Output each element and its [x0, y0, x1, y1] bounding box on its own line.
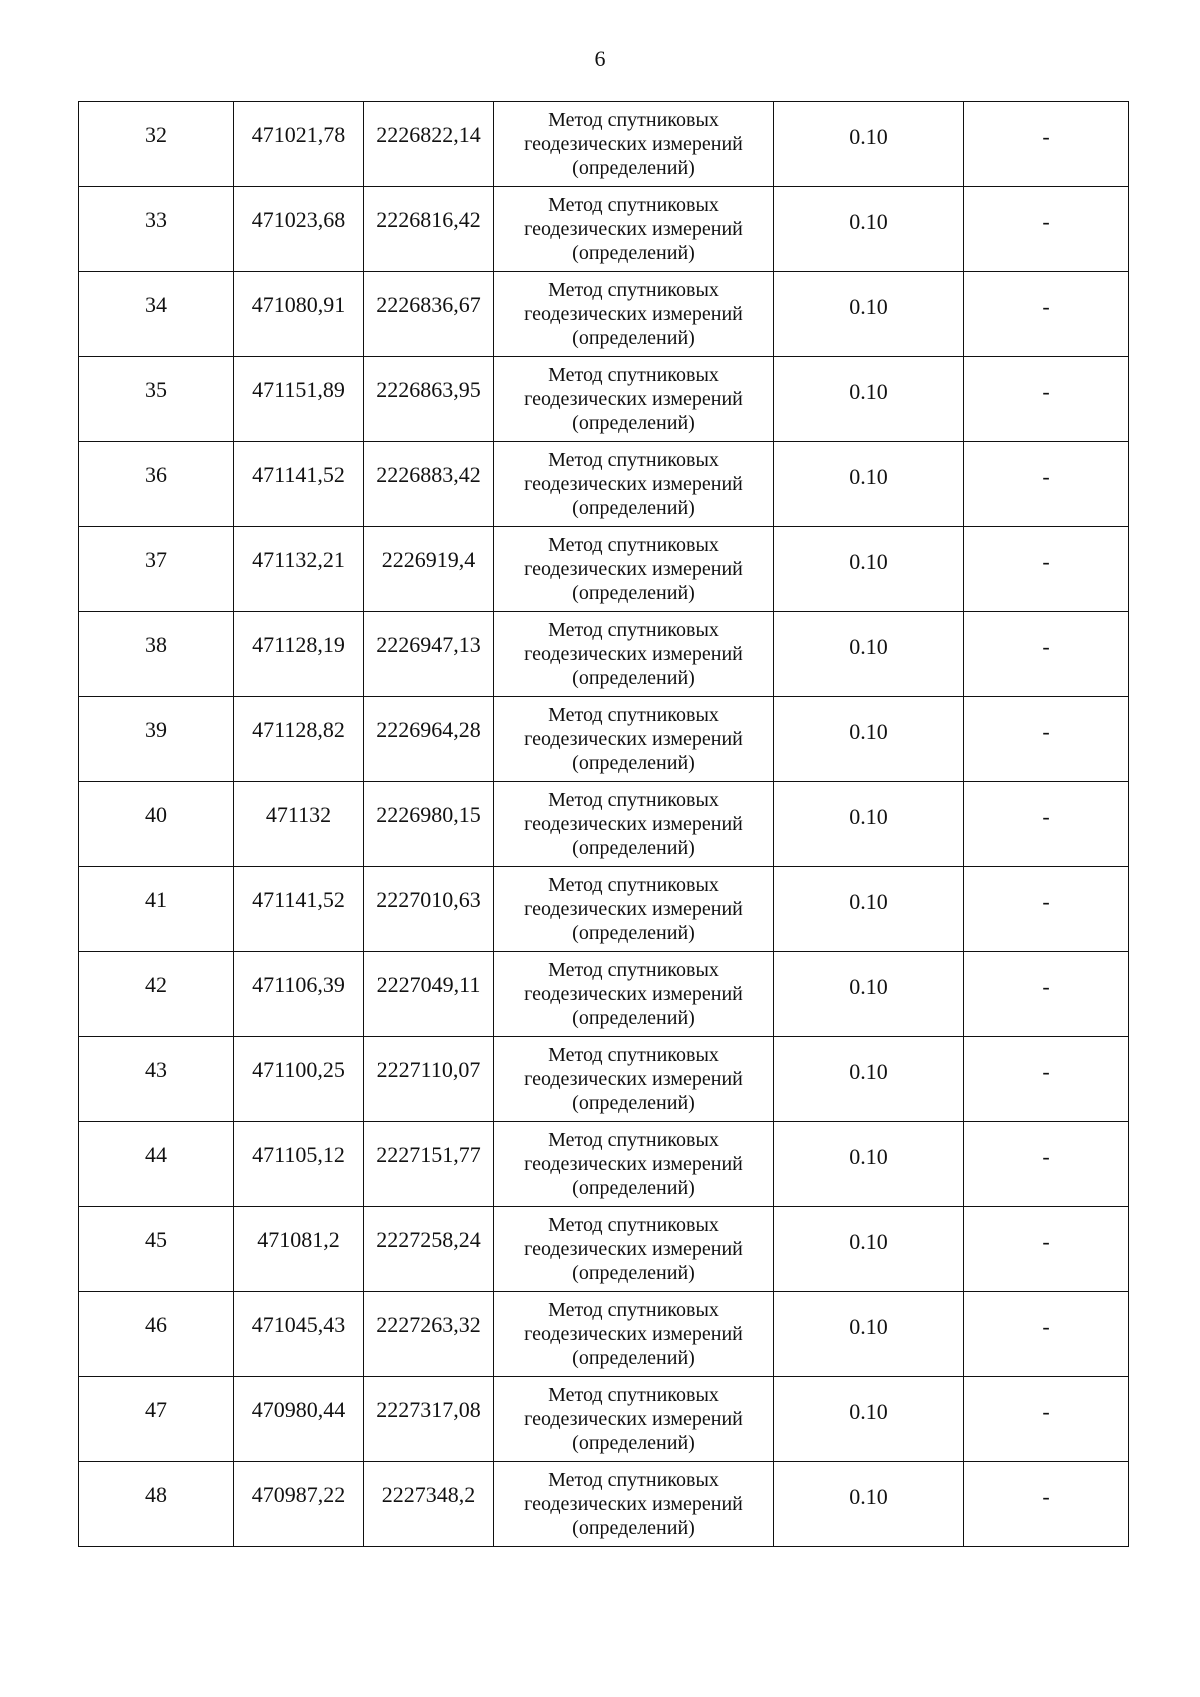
x-coordinate-cell: 471151,89 [234, 357, 364, 442]
accuracy-cell: 0.10 [774, 1207, 964, 1292]
method-cell [494, 697, 774, 782]
x-coordinate-cell: 471128,82 [234, 697, 364, 782]
y-coordinate-cell: 2227317,08 [364, 1377, 494, 1462]
point-number-cell: 38 [79, 612, 234, 697]
table-row [79, 272, 1129, 357]
x-coordinate-cell: 471045,43 [234, 1292, 364, 1377]
note-cell: - [964, 187, 1129, 272]
y-coordinate-cell: 2226863,95 [364, 357, 494, 442]
point-number-cell: 33 [79, 187, 234, 272]
x-coordinate-cell: 471023,68 [234, 187, 364, 272]
method-line-2: геодезических измерений [524, 1323, 743, 1345]
method-line-1: Метод спутниковых [548, 1469, 719, 1491]
y-coordinate-cell: 2226947,13 [364, 612, 494, 697]
note-cell: - [964, 1377, 1129, 1462]
y-coordinate-cell: 2227348,2 [364, 1462, 494, 1547]
table-row [79, 1462, 1129, 1547]
method-line-2: геодезических измерений [524, 983, 743, 1005]
method-line-1: Метод спутниковых [548, 959, 719, 981]
point-number-cell: 39 [79, 697, 234, 782]
x-coordinate-cell: 471128,19 [234, 612, 364, 697]
method-line-1: Метод спутниковых [548, 1384, 719, 1406]
method-cell [494, 782, 774, 867]
table-row [79, 867, 1129, 952]
accuracy-cell: 0.10 [774, 102, 964, 187]
method-line-1: Метод спутниковых [548, 534, 719, 556]
method-line-2: геодезических измерений [524, 133, 743, 155]
accuracy-cell: 0.10 [774, 1292, 964, 1377]
table-row [79, 697, 1129, 782]
note-cell: - [964, 1207, 1129, 1292]
method-cell [494, 867, 774, 952]
method-line-3: (определений) [572, 1517, 695, 1539]
accuracy-cell: 0.10 [774, 1377, 964, 1462]
table-row [79, 1037, 1129, 1122]
accuracy-cell: 0.10 [774, 1462, 964, 1547]
point-number-cell: 34 [79, 272, 234, 357]
method-line-3: (определений) [572, 242, 695, 264]
method-line-3: (определений) [572, 497, 695, 519]
y-coordinate-cell: 2226822,14 [364, 102, 494, 187]
accuracy-cell: 0.10 [774, 357, 964, 442]
method-line-2: геодезических измерений [524, 728, 743, 750]
method-line-3: (определений) [572, 1347, 695, 1369]
y-coordinate-cell: 2226816,42 [364, 187, 494, 272]
method-cell [494, 442, 774, 527]
x-coordinate-cell: 471141,52 [234, 442, 364, 527]
table-row [79, 442, 1129, 527]
method-line-1: Метод спутниковых [548, 109, 719, 131]
method-cell [494, 1122, 774, 1207]
accuracy-cell: 0.10 [774, 272, 964, 357]
y-coordinate-cell: 2227049,11 [364, 952, 494, 1037]
y-coordinate-cell: 2226919,4 [364, 527, 494, 612]
point-number-cell: 41 [79, 867, 234, 952]
method-line-3: (определений) [572, 1177, 695, 1199]
method-cell [494, 527, 774, 612]
method-line-2: геодезических измерений [524, 473, 743, 495]
table-row [79, 527, 1129, 612]
method-cell [494, 102, 774, 187]
method-line-2: геодезических измерений [524, 643, 743, 665]
method-cell [494, 1377, 774, 1462]
note-cell: - [964, 952, 1129, 1037]
note-cell: - [964, 1122, 1129, 1207]
point-number-cell: 45 [79, 1207, 234, 1292]
method-line-2: геодезических измерений [524, 1153, 743, 1175]
y-coordinate-cell: 2227258,24 [364, 1207, 494, 1292]
table-row [79, 782, 1129, 867]
accuracy-cell: 0.10 [774, 187, 964, 272]
method-line-2: геодезических измерений [524, 898, 743, 920]
table-body [79, 102, 1129, 1547]
y-coordinate-cell: 2227151,77 [364, 1122, 494, 1207]
point-number-cell: 46 [79, 1292, 234, 1377]
accuracy-cell: 0.10 [774, 1037, 964, 1122]
method-line-3: (определений) [572, 1432, 695, 1454]
method-line-1: Метод спутниковых [548, 279, 719, 301]
x-coordinate-cell: 471132 [234, 782, 364, 867]
table-row [79, 612, 1129, 697]
method-cell [494, 1462, 774, 1547]
method-line-1: Метод спутниковых [548, 619, 719, 641]
y-coordinate-cell: 2226836,67 [364, 272, 494, 357]
method-cell [494, 1292, 774, 1377]
note-cell: - [964, 442, 1129, 527]
note-cell: - [964, 1462, 1129, 1547]
point-number-cell: 43 [79, 1037, 234, 1122]
point-number-cell: 48 [79, 1462, 234, 1547]
note-cell: - [964, 697, 1129, 782]
x-coordinate-cell: 471105,12 [234, 1122, 364, 1207]
method-line-2: геодезических измерений [524, 303, 743, 325]
x-coordinate-cell: 471100,25 [234, 1037, 364, 1122]
table-row [79, 952, 1129, 1037]
method-line-1: Метод спутниковых [548, 1299, 719, 1321]
accuracy-cell: 0.10 [774, 952, 964, 1037]
page-number: 6 [594, 46, 606, 71]
method-line-1: Метод спутниковых [548, 1129, 719, 1151]
method-line-3: (определений) [572, 412, 695, 434]
note-cell: - [964, 612, 1129, 697]
x-coordinate-cell: 470980,44 [234, 1377, 364, 1462]
note-cell: - [964, 1292, 1129, 1377]
method-line-2: геодезических измерений [524, 558, 743, 580]
method-line-1: Метод спутниковых [548, 194, 719, 216]
point-number-cell: 35 [79, 357, 234, 442]
accuracy-cell: 0.10 [774, 867, 964, 952]
method-line-1: Метод спутниковых [548, 1044, 719, 1066]
method-cell [494, 1207, 774, 1292]
note-cell: - [964, 867, 1129, 952]
method-line-1: Метод спутниковых [548, 874, 719, 896]
accuracy-cell: 0.10 [774, 527, 964, 612]
method-cell [494, 187, 774, 272]
table-row [79, 357, 1129, 442]
method-line-2: геодезических измерений [524, 1493, 743, 1515]
point-number-cell: 32 [79, 102, 234, 187]
x-coordinate-cell: 471106,39 [234, 952, 364, 1037]
x-coordinate-cell: 471081,2 [234, 1207, 364, 1292]
x-coordinate-cell: 471080,91 [234, 272, 364, 357]
y-coordinate-cell: 2226980,15 [364, 782, 494, 867]
x-coordinate-cell: 471132,21 [234, 527, 364, 612]
method-line-1: Метод спутниковых [548, 449, 719, 471]
method-line-3: (определений) [572, 157, 695, 179]
accuracy-cell: 0.10 [774, 1122, 964, 1207]
point-number-cell: 37 [79, 527, 234, 612]
x-coordinate-cell: 471141,52 [234, 867, 364, 952]
y-coordinate-cell: 2226883,42 [364, 442, 494, 527]
point-number-cell: 36 [79, 442, 234, 527]
note-cell: - [964, 357, 1129, 442]
method-line-1: Метод спутниковых [548, 1214, 719, 1236]
x-coordinate-cell: 470987,22 [234, 1462, 364, 1547]
method-line-3: (определений) [572, 582, 695, 604]
table-row [79, 1292, 1129, 1377]
table-row [79, 1207, 1129, 1292]
method-cell [494, 612, 774, 697]
method-line-3: (определений) [572, 837, 695, 859]
point-number-cell: 40 [79, 782, 234, 867]
note-cell: - [964, 1037, 1129, 1122]
accuracy-cell: 0.10 [774, 782, 964, 867]
method-line-2: геодезических измерений [524, 813, 743, 835]
table-row [79, 1122, 1129, 1207]
table-row [79, 187, 1129, 272]
method-line-1: Метод спутниковых [548, 704, 719, 726]
method-cell [494, 357, 774, 442]
method-line-2: геодезических измерений [524, 388, 743, 410]
accuracy-cell: 0.10 [774, 612, 964, 697]
method-line-2: геодезических измерений [524, 218, 743, 240]
method-line-2: геодезических измерений [524, 1068, 743, 1090]
method-cell [494, 272, 774, 357]
coordinates-table [78, 101, 1129, 1547]
method-cell [494, 1037, 774, 1122]
note-cell: - [964, 782, 1129, 867]
method-line-1: Метод спутниковых [548, 789, 719, 811]
method-line-3: (определений) [572, 752, 695, 774]
method-line-3: (определений) [572, 1007, 695, 1029]
method-line-3: (определений) [572, 1092, 695, 1114]
note-cell: - [964, 272, 1129, 357]
y-coordinate-cell: 2227110,07 [364, 1037, 494, 1122]
note-cell: - [964, 527, 1129, 612]
method-line-2: геодезических измерений [524, 1408, 743, 1430]
method-line-3: (определений) [572, 667, 695, 689]
y-coordinate-cell: 2227263,32 [364, 1292, 494, 1377]
accuracy-cell: 0.10 [774, 697, 964, 782]
method-line-3: (определений) [572, 922, 695, 944]
method-cell [494, 952, 774, 1037]
point-number-cell: 42 [79, 952, 234, 1037]
note-cell: - [964, 102, 1129, 187]
point-number-cell: 47 [79, 1377, 234, 1462]
table-row [79, 102, 1129, 187]
x-coordinate-cell: 471021,78 [234, 102, 364, 187]
point-number-cell: 44 [79, 1122, 234, 1207]
method-line-1: Метод спутниковых [548, 364, 719, 386]
table-row [79, 1377, 1129, 1462]
y-coordinate-cell: 2227010,63 [364, 867, 494, 952]
method-line-3: (определений) [572, 1262, 695, 1284]
accuracy-cell: 0.10 [774, 442, 964, 527]
method-line-2: геодезических измерений [524, 1238, 743, 1260]
y-coordinate-cell: 2226964,28 [364, 697, 494, 782]
method-line-3: (определений) [572, 327, 695, 349]
